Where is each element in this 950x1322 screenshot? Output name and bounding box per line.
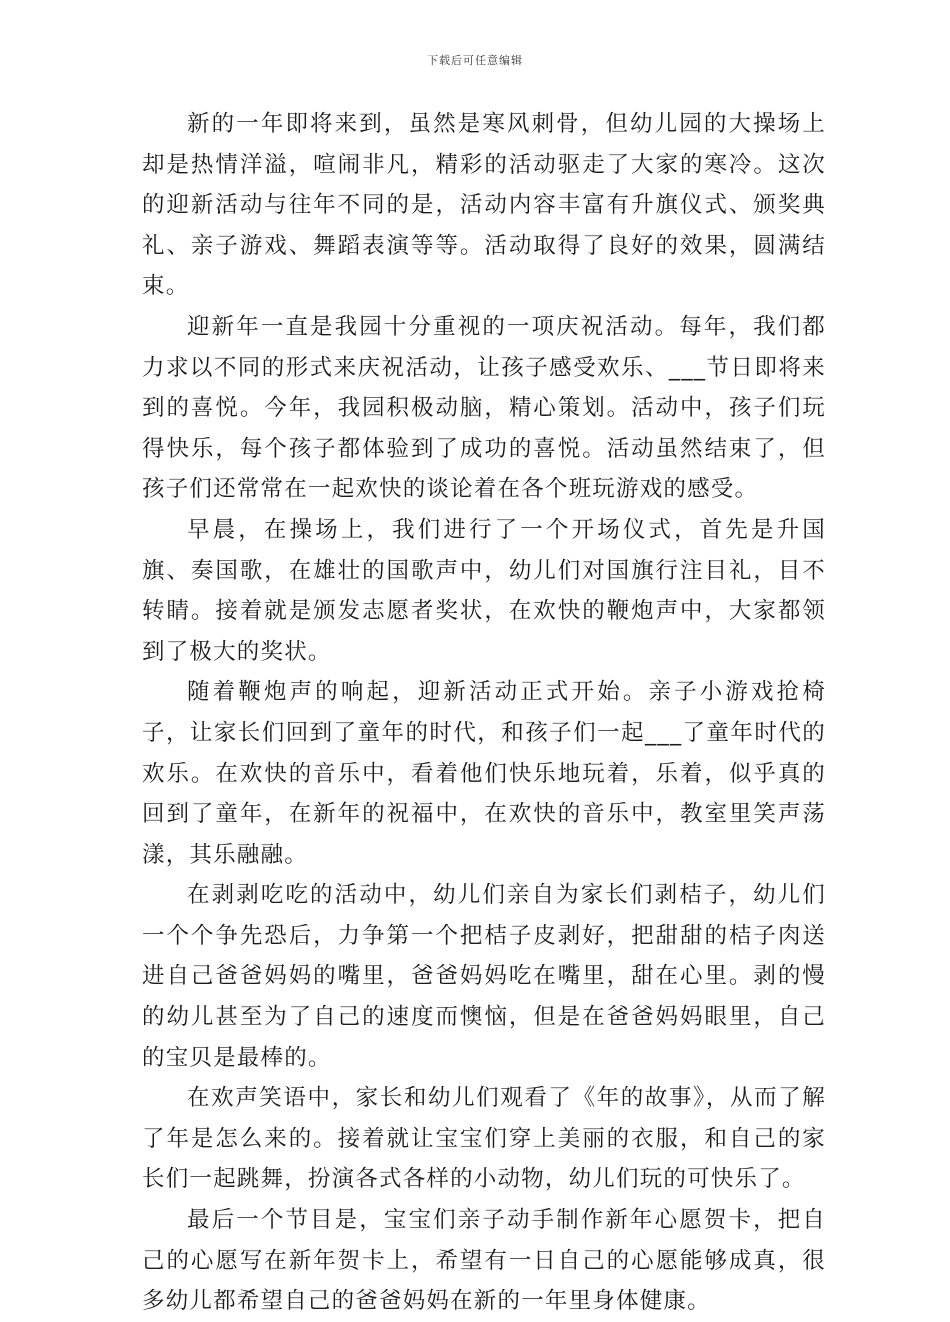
paragraph-parent-child-games: 随着鞭炮声的响起，迎新活动正式开始。亲子小游戏抢椅子，让家长们回到了童年的时代，和孩子们一起___了童年时代的欢乐。在欢快的音乐中，看着他们快乐地玩着，乐着，似乎真的回到了童年，在新年的祝福中，在欢快的音乐中，教室里笑声荡漾，其乐融融。 xyxy=(142,679,826,868)
paragraph-opening-ceremony: 早晨，在操场上，我们进行了一个开场仪式，首先是升国旗、奏国歌，在雄壮的国歌声中，幼儿们对国旗行注目礼，目不转睛。接着就是颁发志愿者奖状，在欢快的鞭炮声中，大家都领到了极大的奖状。 xyxy=(142,516,826,665)
document-body xyxy=(142,104,826,1322)
paragraph-celebration-purpose: 迎新年一直是我园十分重视的一项庆祝活动。每年，我们都力求以不同的形式来庆祝活动，让孩子感受欢乐、___节日即将来到的喜悦。今年，我园积极动脑，精心策划。活动中，孩子们玩得快乐，每个孩子都体验到了成功的喜悦。活动虽然结束了，但孩子们还常常在一起欢快的谈论着在各个班玩游戏的感受。 xyxy=(142,313,826,503)
paragraph-orange-peeling: 在剥剥吃吃的活动中，幼儿们亲自为家长们剥桔子，幼儿们一个个争先恐后，力争第一个把桔子皮剥好，把甜甜的桔子肉送进自己爸爸妈妈的嘴里，爸爸妈妈吃在嘴里，甜在心里。剥的慢的幼儿甚至为了自己的速度而懊恼，但是在爸爸妈妈眼里，自己的宝贝是最棒的。 xyxy=(142,882,826,1071)
paragraph-new-year-intro: 新的一年即将来到，虽然是寒风刺骨，但幼儿园的大操场上却是热情洋溢，喧闹非凡，精彩的活动驱走了大家的寒冷。这次的迎新活动与往年不同的是，活动内容丰富有升旗仪式、颁奖典礼、亲子游戏、舞蹈表演等等。活动取得了良好的效果，圆满结束。 xyxy=(142,111,826,300)
paragraph-wish-cards: 最后一个节目是，宝宝们亲子动手制作新年心愿贺卡，把自己的心愿写在新年贺卡上，希望有一日自己的心愿能够成真，很多幼儿都希望自己的爸爸妈妈在新的一年里身体健康。 xyxy=(142,1207,826,1315)
page-header-note: 下载后可任意编辑 xyxy=(427,54,523,67)
paragraph-story-and-dance: 在欢声笑语中，家长和幼儿们观看了《年的故事》，从而了解了年是怎么来的。接着就让宝宝们穿上美丽的衣服，和自己的家长们一起跳舞，扮演各式各样的小动物，幼儿们玩的可快乐了。 xyxy=(142,1085,826,1193)
